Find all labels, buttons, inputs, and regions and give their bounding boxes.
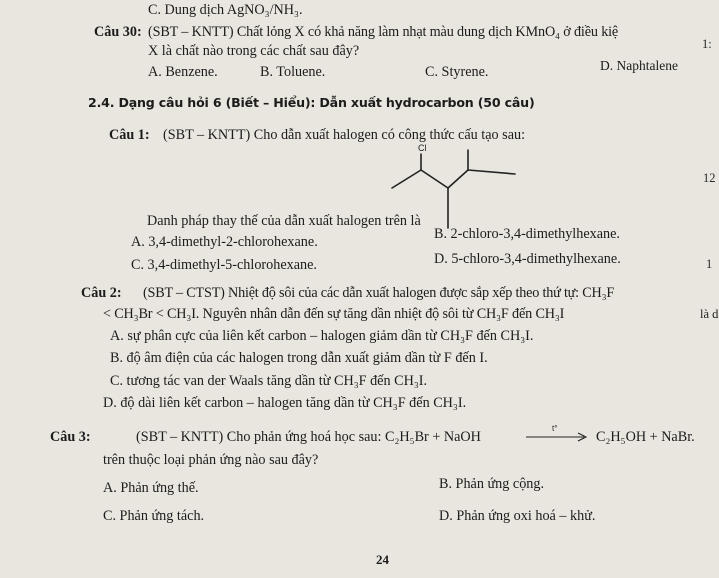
- chlorine-atom-label: Cl: [418, 143, 427, 153]
- option-c: C. tương tác van der Waals tăng dần từ CH₃F đến CH₃I.: [110, 373, 428, 389]
- option-b: B. 2-chloro-3,4-dimethylhexane.: [434, 226, 620, 242]
- question-prompt: Danh pháp thay thế của dẫn xuất halogen trên là: [147, 213, 421, 229]
- bond: [468, 170, 515, 174]
- question-label: Câu 2:: [81, 285, 122, 301]
- option-d: D. Naphtalene: [600, 58, 678, 73]
- question-label: Câu 30:: [94, 24, 142, 40]
- reaction-condition: t°: [552, 424, 558, 433]
- question-stem: (SBT – KNTT) Chất lỏng X có khả năng làm nhạt màu dung dịch KMnO₄ ở điều kiệ: [148, 24, 619, 40]
- option-a: A. Benzene.: [148, 64, 218, 80]
- margin-fragment: 12: [703, 171, 716, 185]
- option-a: A. sự phân cực của liên kết carbon – halogen giảm dần từ CH₃F đến CH₃I.: [110, 328, 534, 344]
- bond: [392, 170, 421, 188]
- question-label: Câu 3:: [50, 429, 91, 445]
- question-stem-products: C₂H₅OH + NaBr.: [596, 429, 695, 445]
- option-b: B. độ âm điện của các halogen trong dẫn xuất giảm dần từ F đến I.: [110, 350, 488, 366]
- option-b: B. Toluene.: [260, 64, 326, 80]
- question-stem: (SBT – KNTT) Cho phản ứng hoá học sau: C₂H₅Br + NaOH: [136, 429, 481, 445]
- question-label: Câu 1:: [109, 127, 150, 143]
- page-number: 24: [376, 552, 389, 567]
- question-stem-line2: X là chất nào trong các chất sau đây?: [148, 43, 360, 59]
- margin-fragment: 1:: [702, 37, 712, 51]
- option-c: C. Phản ứng tách.: [103, 508, 205, 524]
- question-stem-line2: < CH₃Br < CH₃I. Nguyên nhân dẫn đến sự tăng dần nhiệt độ sôi từ CH₃F đến CH₃I: [103, 306, 565, 322]
- bond: [448, 170, 468, 188]
- q29-option-c: C. Dung dịch AgNO₃/NH₃.: [148, 2, 303, 18]
- question-stem-line2-tail: là d: [700, 307, 719, 321]
- option-b: B. Phản ứng cộng.: [439, 476, 545, 492]
- option-a: A. Phản ứng thế.: [103, 480, 199, 496]
- option-c: C. Styrene.: [425, 64, 489, 80]
- option-a: A. 3,4-dimethyl-2-chlorohexane.: [131, 234, 318, 250]
- section-heading: 2.4. Dạng câu hỏi 6 (Biết – Hiểu): Dẫn xuất hydrocarbon (50 câu): [88, 95, 535, 110]
- option-d: D. 5-chloro-3,4-dimethylhexane.: [434, 251, 621, 267]
- option-d: D. Phản ứng oxi hoá – khử.: [439, 508, 596, 524]
- option-c: C. 3,4-dimethyl-5-chlorohexane.: [131, 257, 317, 273]
- question-stem: (SBT – CTST) Nhiệt độ sôi của các dẫn xuất halogen được sắp xếp theo thứ tự: CH₃F: [143, 285, 615, 301]
- question-stem: (SBT – KNTT) Cho dẫn xuất halogen có công thức cấu tạo sau:: [163, 127, 526, 143]
- question-stem-line2: trên thuộc loại phản ứng nào sau đây?: [103, 452, 319, 468]
- bond: [421, 170, 448, 188]
- reaction-arrow: [524, 422, 590, 444]
- margin-fragment: 1: [706, 257, 713, 271]
- option-d: D. độ dài liên kết carbon – halogen tăng dần từ CH₃F đến CH₃I.: [103, 395, 467, 411]
